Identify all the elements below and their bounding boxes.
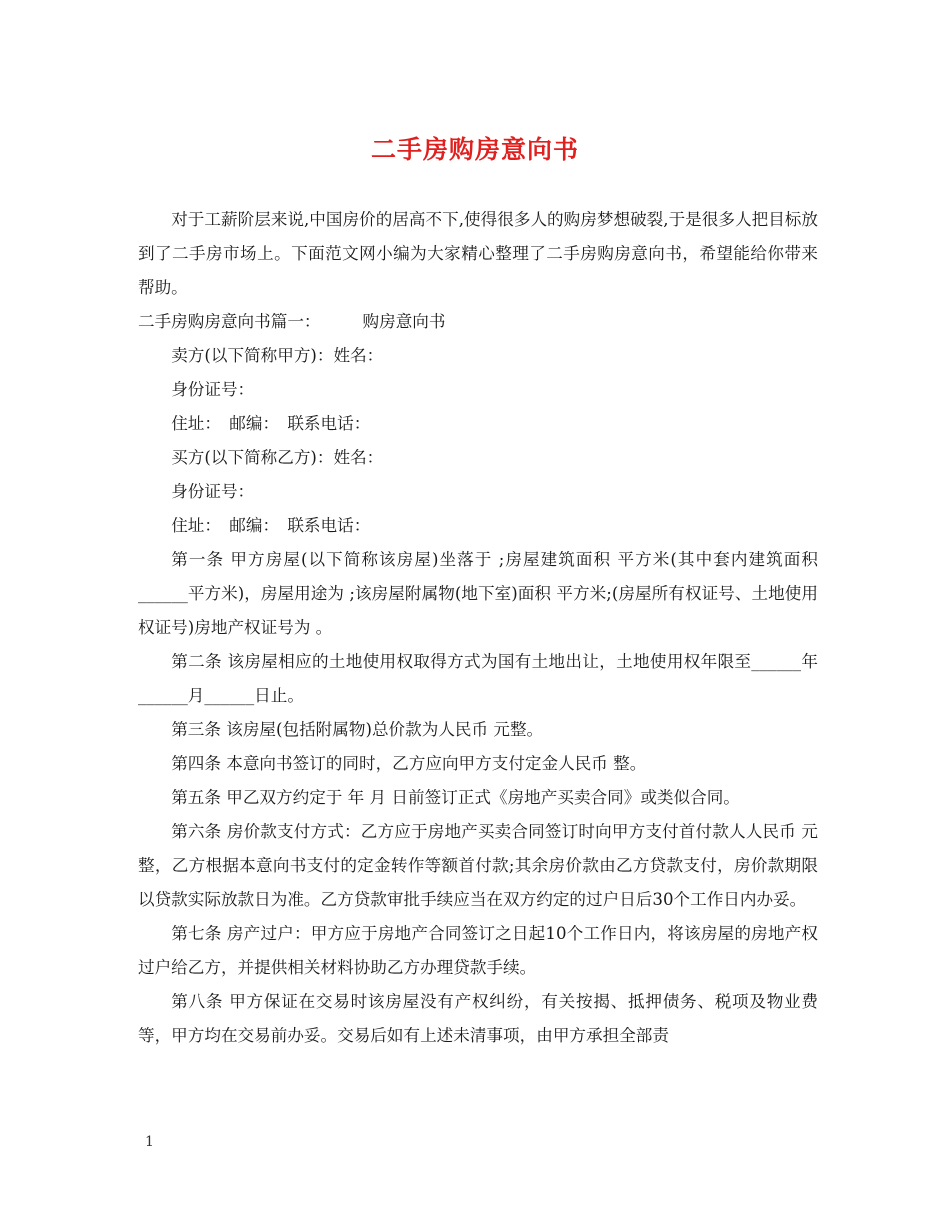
- document-title: 二手房购房意向书: [370, 135, 579, 164]
- article-6: 第六条 房价款支付方式：乙方应于房地产买卖合同签订时向甲方支付首付款人人民币 元整，乙方根据本意向书支付的定金转作等额首付款;其余房价款由乙方贷款支付，房价款期限以贷款实际放款日为准。乙方贷款审批手续应当在双方约定的过户日后30个工作日内办妥。: [138, 822, 818, 909]
- section-heading: [138, 305, 818, 339]
- buyer-name-line: 买方(以下简称乙方)：姓名：: [171, 448, 384, 467]
- article-2: 第二条 该房屋相应的土地使用权取得方式为国有土地出让，土地使用权年限至______年______月______日止。: [138, 652, 818, 705]
- section-heading-right: 购房意向书: [362, 312, 446, 331]
- page-number: 1: [145, 1134, 154, 1150]
- article-1: 第一条 甲方房屋(以下简称该房屋)坐落于 ;房屋建筑面积 平方米(其中套内建筑面积______平方米)，房屋用途为 ;该房屋附属物(地下室)面积 平方米;(房屋所有权证号、土地使用权证号)房地产权证号为 。: [138, 550, 818, 637]
- intro-paragraph: 对于工薪阶层来说,中国房价的居高不下,使得很多人的购房梦想破裂,于是很多人把目标放到了二手房市场上。下面范文网小编为大家精心整理了二手房购房意向书，希望能给你带来帮助。: [138, 210, 818, 297]
- article-8: 第八条 甲方保证在交易时该房屋没有产权纠纷，有关按揭、抵押债务、税项及物业费等，甲方均在交易前办妥。交易后如有上述未清事项，由甲方承担全部责: [138, 992, 818, 1045]
- buyer-id-line: 身份证号：: [171, 482, 255, 501]
- document-body: [138, 203, 818, 1053]
- buyer-address-line: 住址： 邮编： 联系电话：: [171, 516, 371, 535]
- article-5: 第五条 甲乙双方约定于 年 月 日前签订正式《房地产买卖合同》或类似合同。: [171, 788, 740, 807]
- article-3: 第三条 该房屋(包括附属物)总价款为人民币 元整。: [171, 720, 544, 739]
- article-7: 第七条 房产过户：甲方应于房地产合同签订之日起10个工作日内，将该房屋的房地产权过户给乙方，并提供相关材料协助乙方办理贷款手续。: [138, 924, 818, 977]
- seller-name-line: 卖方(以下简称甲方)：姓名：: [171, 346, 384, 365]
- article-4: 第四条 本意向书签订的同时，乙方应向甲方支付定金人民币 整。: [171, 754, 647, 773]
- seller-id-line: 身份证号：: [171, 380, 255, 399]
- section-heading-left: 二手房购房意向书篇一：: [138, 312, 321, 331]
- seller-address-line: 住址： 邮编： 联系电话：: [171, 414, 371, 433]
